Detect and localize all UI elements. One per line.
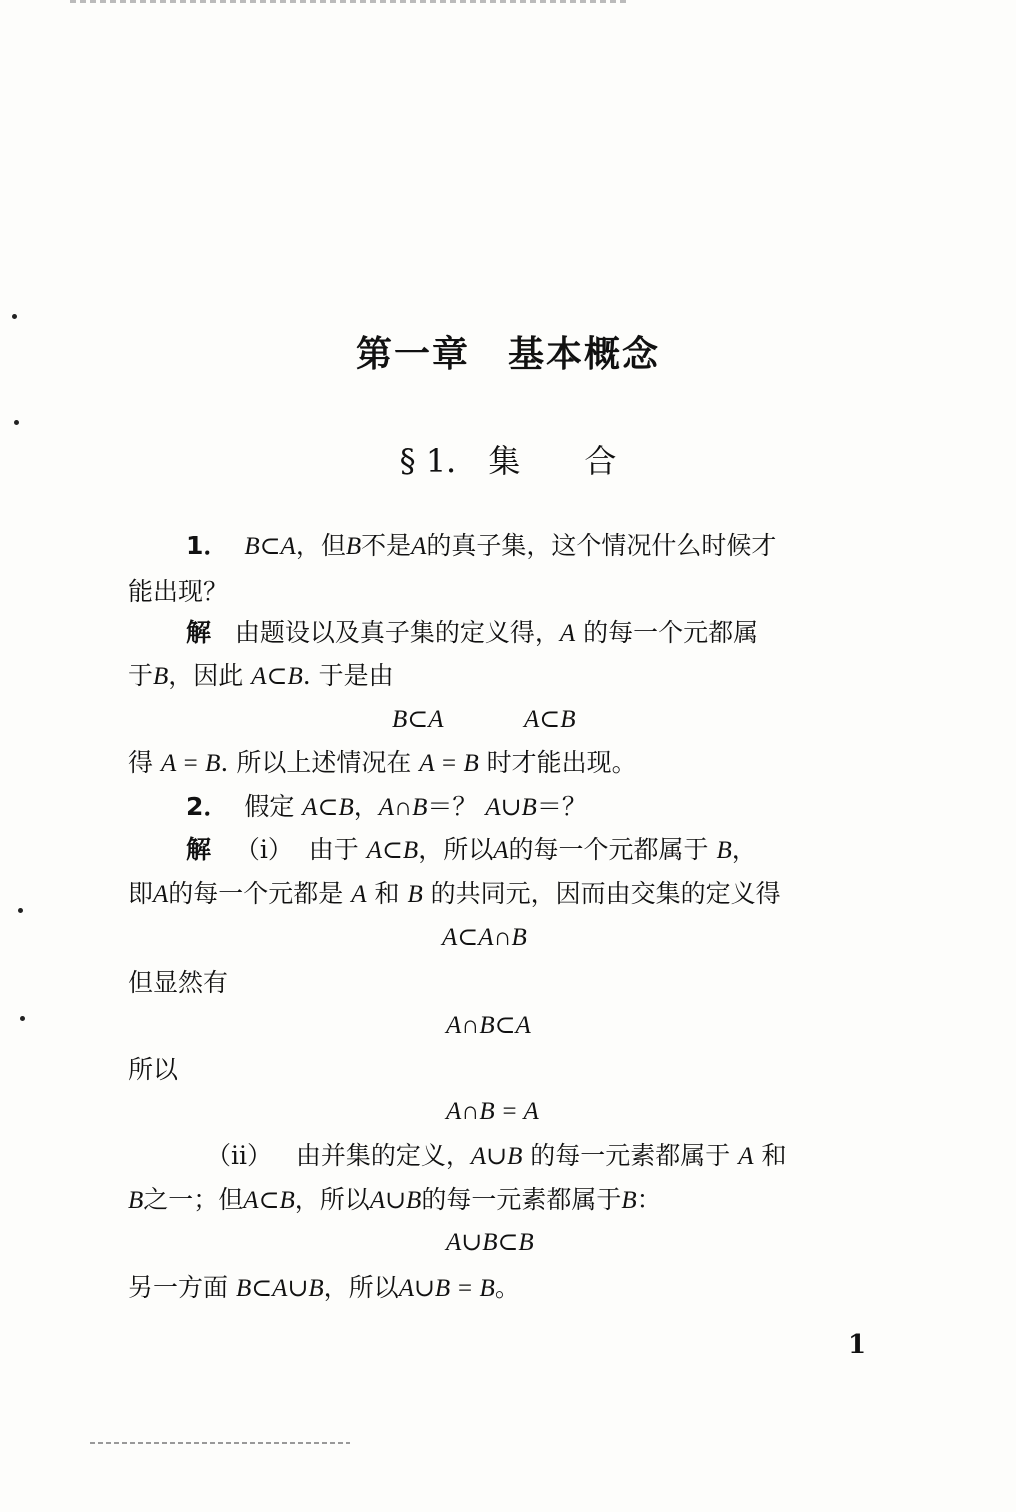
page-number: 1: [848, 1330, 867, 1360]
display-formula: A⊂A∩B: [442, 924, 527, 951]
problem-2-final: 另一方面 B⊂A∪B，所以A∪B = B。: [128, 1273, 520, 1302]
display-formula-left: B⊂A: [392, 706, 444, 733]
section-title: § 1． 集 合: [399, 442, 617, 480]
chapter-title: 第一章 基本概念: [355, 334, 660, 375]
display-formula: A∪B⊂B: [446, 1229, 534, 1256]
solution-label: 解: [186, 835, 212, 864]
text-but-obviously: 但显然有: [128, 968, 229, 997]
problem-2-question: 2． 假定 A⊂B，A∩B＝？ A∪B＝？: [186, 792, 587, 821]
problem-1-question-cont: 能出现？: [128, 577, 229, 606]
display-formula-right: A⊂B: [524, 706, 576, 733]
scan-speck: [18, 908, 23, 913]
text-therefore: 所以: [128, 1055, 179, 1084]
scan-edge-top: [70, 0, 630, 3]
problem-number: 1．: [186, 531, 229, 560]
scan-edge-bottom: [90, 1442, 350, 1444]
display-formula: A∩B = A: [446, 1098, 539, 1125]
problem-number: 2．: [186, 792, 229, 821]
problem-2-solution-part2: （ii） 由并集的定义，A∪B 的每一元素都属于 A 和: [206, 1141, 787, 1170]
solution-label: 解: [186, 618, 212, 647]
problem-2-solution-part2-cont: B之一；但A⊂B，所以A∪B的每一元素都属于B：: [128, 1185, 662, 1214]
problem-1-solution-cont: 于B，因此 A⊂B. 于是由: [128, 661, 394, 690]
scan-speck: [12, 314, 17, 319]
problem-1-conclusion: 得 A = B. 所以上述情况在 A = B 时才能出现。: [128, 748, 637, 777]
problem-2-solution-part1-cont: 即A的每一个元都是 A 和 B 的共同元，因而由交集的定义得: [128, 879, 781, 908]
problem-1-question: 1． B⊂A，但B不是A的真子集，这个情况什么时候才: [186, 531, 777, 560]
problem-1-solution: 解 由题设以及真子集的定义得，A 的每一个元都属: [186, 618, 759, 647]
display-formula: A∩B⊂A: [446, 1012, 531, 1039]
problem-2-solution-part1: 解 （i） 由于 A⊂B，所以A的每一个元都属于 B，: [186, 835, 757, 864]
scan-speck: [20, 1016, 25, 1021]
scan-speck: [14, 420, 19, 425]
